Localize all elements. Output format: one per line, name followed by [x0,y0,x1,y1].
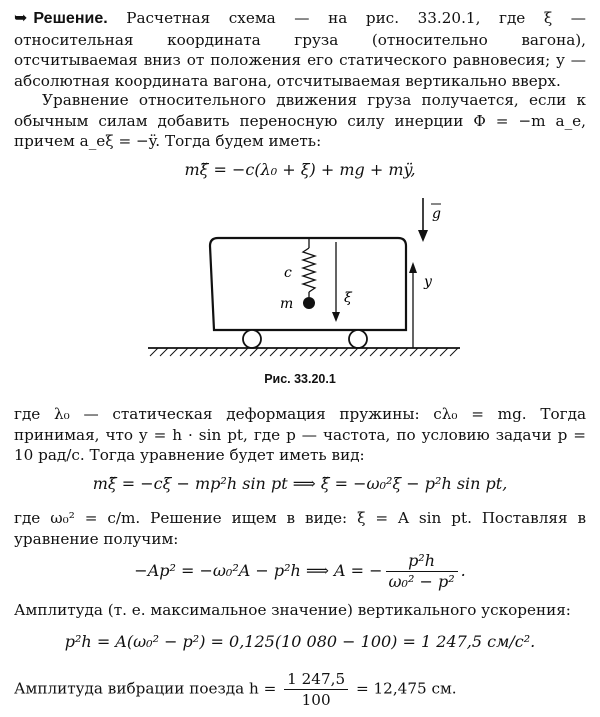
solution-form-paragraph [14,508,586,549]
mass-label: m [280,296,294,312]
relative-motion-paragraph [14,90,586,152]
amplitude-fraction [386,552,458,591]
static-deformation-paragraph [14,404,586,466]
vibration-text: Амплитуда вибрации поезда h = [14,679,277,698]
y-arrow [409,262,417,348]
solution-form-text: где ω₀² = c/m. Решение ищем в виде: ξ = A sin pt. Поставляя в уравнение получим: [14,509,586,548]
solution-heading: Решение. [33,10,108,27]
static-deformation-text: где λ₀ — статическая деформация пружины: cλ₀ = mg. Тогда принимая, что y = h · sin pt, где p — частота, по условию задачи p = 10 рад/с. Тогда уравнение будет иметь вид: [14,405,586,464]
equation-differential-text: mξ̈ = −cξ − mp²h sin pt ⟹ ξ̈ = −ω₀²ξ − p²h sin pt, [92,474,508,493]
mass [303,297,315,309]
equation-acceleration [0,632,600,651]
intro-paragraph [14,8,586,91]
equation-motion-text: mξ̈ = −c(λ₀ + ξ) + mg + mÿ, [184,160,416,179]
vibration-fraction [284,670,348,709]
equation-amplitude: −Ap² = −ω₀²A − p²h ⟹ A = − $\frac{\text{p²h}}{\text{ω₀² − p²}}$ . [134,551,466,591]
y-label: y [424,274,432,290]
vibration-result: = 12,475 см. [355,679,457,698]
wheel-left [243,330,261,348]
pointing-hand-icon: ➥ [14,8,28,27]
ground [148,348,460,356]
vibration-denominator: 100 [301,691,331,709]
intro-text: Расчетная схема — на рис. 33.20.1, где ξ — относительная координата груза (относительно вагона), отсчитываемая вниз от положения его статического равновесия; y — абсолютная координата вагона, отсчитываемая вертикально вверх. [14,9,586,90]
figure-33-20-1 [0,190,600,390]
vibration-paragraph [14,670,586,709]
equation-acceleration-text: p²h = A(ω₀² − p²) = 0,125(10 080 − 100) = 1 247,5 см/с². [64,632,536,651]
xi-label: ξ [344,290,352,306]
relative-motion-text: Уравнение относительного движения груза получается, если к обычным силам добавить переносную силу инерции Φ = −m a_e, причем a_eξ = −ÿ. Тогда будем иметь: [14,91,586,150]
acceleration-text: Амплитуда (т. е. максимальное значение) вертикального ускорения: [14,601,571,619]
wheel-right [349,330,367,348]
acceleration-paragraph [14,600,586,621]
spring-label: c [284,265,292,281]
equation-differential [0,474,600,493]
wagon-body [210,238,406,330]
amplitude-numerator: p²h [386,552,458,572]
equation-amplitude-lhs: −Ap² = −ω₀²A − p²h ⟹ A = − [134,561,383,580]
amplitude-denominator: ω₀² − p² [388,572,455,591]
xi-arrow [332,242,340,322]
gravity-label: g [432,206,441,222]
vibration-numerator: 1 247,5 [284,670,348,690]
gravity-arrow [418,198,428,242]
figure-caption: Рис. 33.20.1 [264,372,336,386]
equation-motion [0,160,600,179]
spring [303,239,315,297]
